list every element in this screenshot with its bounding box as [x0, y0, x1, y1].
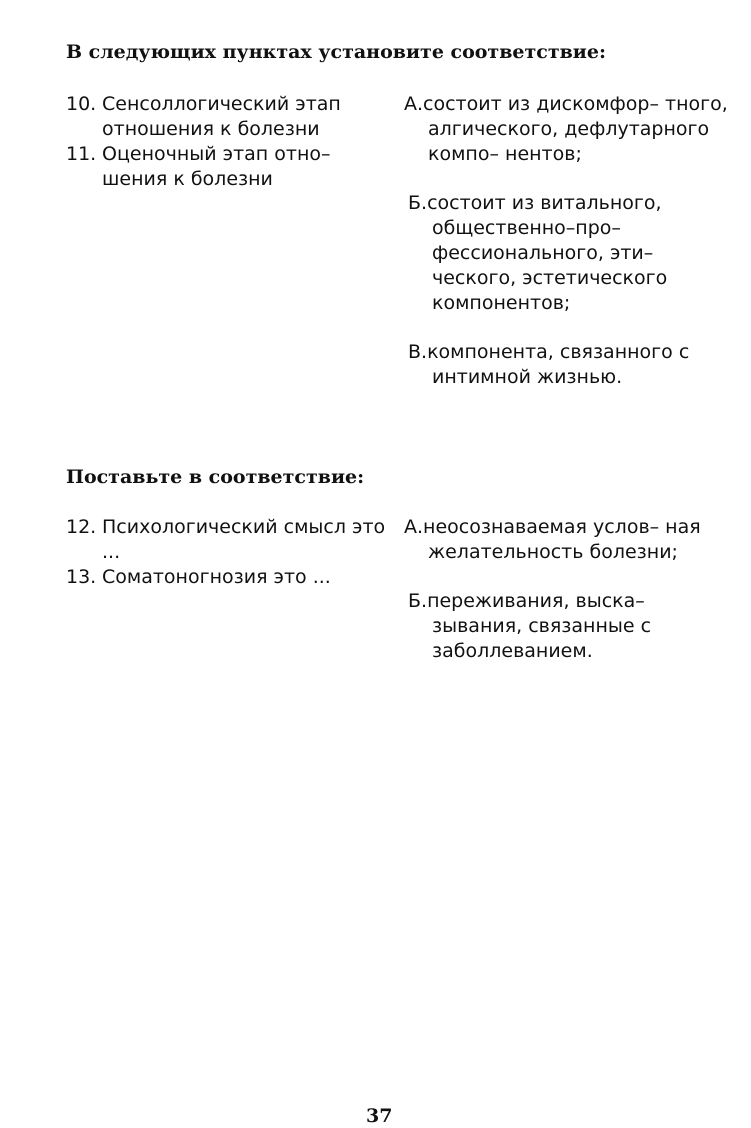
- question-text: Психологический смысл это ...: [102, 516, 386, 563]
- section-2-answers: [404, 515, 734, 688]
- answer-option: Б.состоит из витального, общественно–про– фессионального, эти– ческого, эстетического компонентов;: [408, 192, 668, 314]
- answer-option: Б.переживания, выска– зывания, связанные с заболлеванием.: [408, 590, 652, 662]
- question-item: [66, 515, 386, 565]
- question-item: [66, 565, 386, 590]
- section-1-answers: [404, 92, 734, 414]
- question-number: 13.: [66, 566, 97, 588]
- question-number: 12.: [66, 516, 97, 538]
- question-text: Сенсоллогический этап отношения к болезни: [102, 93, 341, 140]
- question-text: Соматоногнозия это ...: [102, 566, 331, 588]
- answer-option: А.неосознаваемая услов– ная желательность болезни;: [404, 516, 701, 563]
- answer-option: В.компонента, связанного с интимной жизнью.: [408, 341, 690, 388]
- question-item: [66, 142, 386, 192]
- section-2-heading: Поставьте в соответствие:: [66, 466, 365, 488]
- question-number: 11.: [66, 143, 97, 165]
- question-item: [66, 92, 386, 142]
- page-number: 37: [366, 1105, 393, 1127]
- question-number: 10.: [66, 93, 97, 115]
- answer-option: А.состоит из дискомфор– тного, алгического, дефлутарного компо– нентов;: [404, 93, 728, 165]
- section-2-questions: [66, 515, 386, 590]
- section-1-heading: В следующих пунктах установите соответствие:: [66, 41, 607, 63]
- section-1-questions: [66, 92, 386, 192]
- question-text: Оценочный этап отно– шения к болезни: [102, 143, 331, 190]
